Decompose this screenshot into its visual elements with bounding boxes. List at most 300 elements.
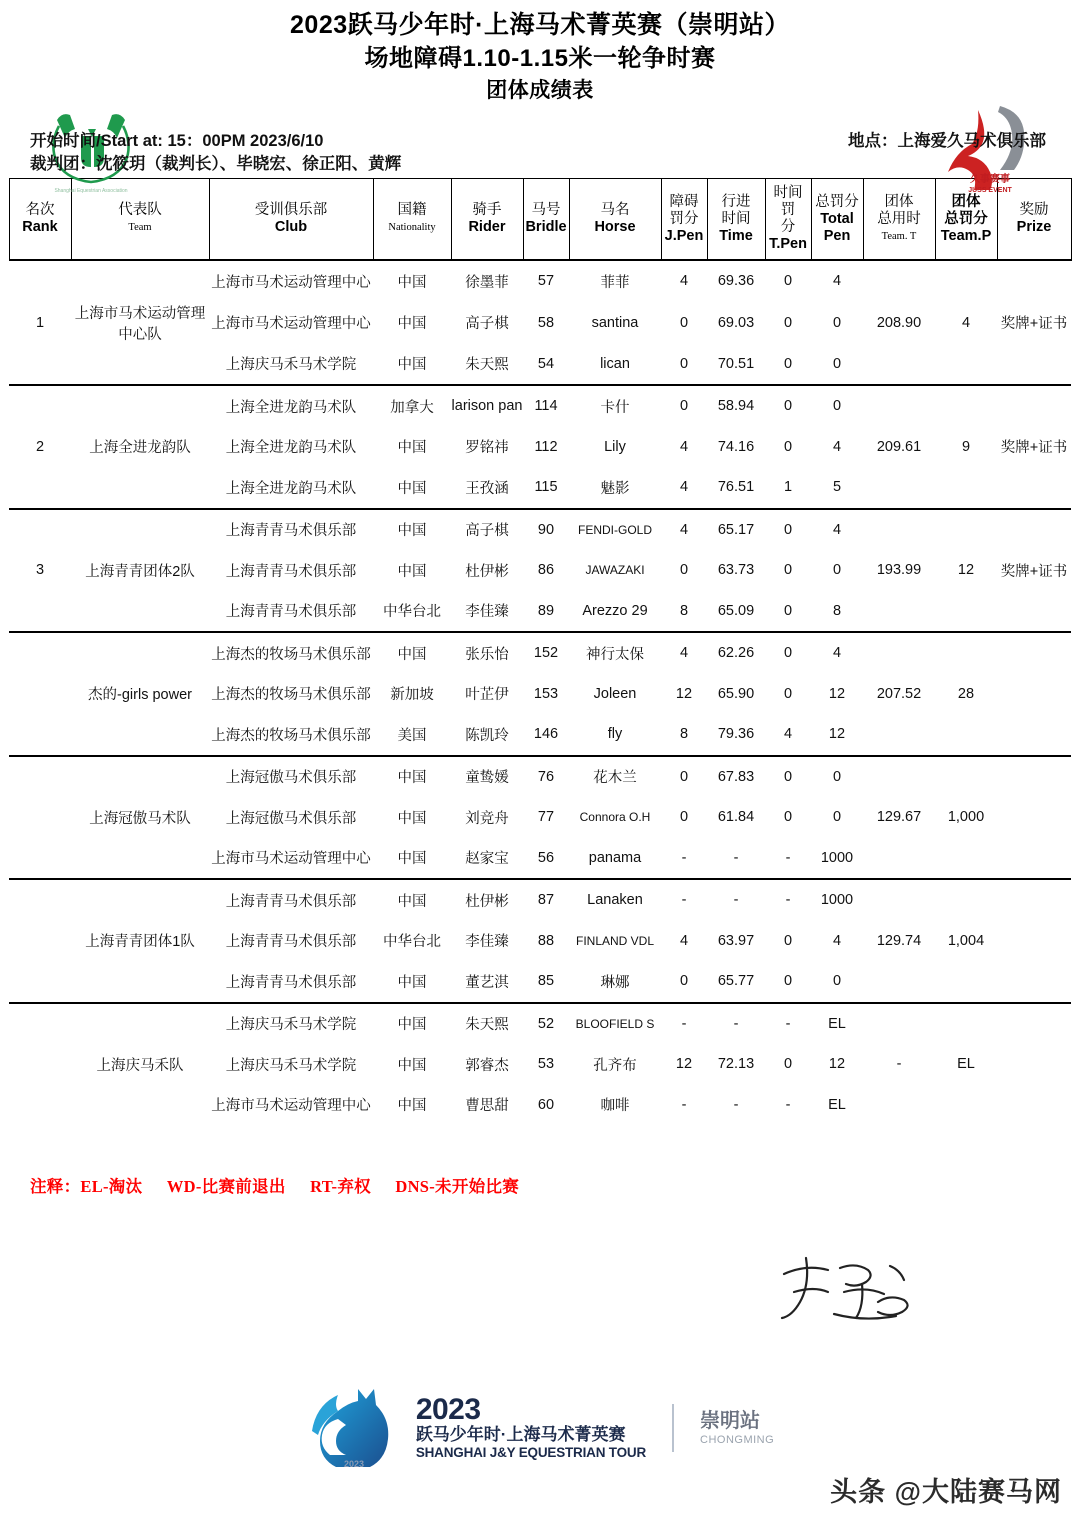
cell-prize — [997, 344, 1071, 386]
cell-rider: 童鸷媛 — [451, 756, 523, 798]
cell-rider: 李佳臻 — [465, 604, 509, 621]
cell-rider: 曹思甜 — [465, 1098, 509, 1115]
cell-time-penalty: 0 — [765, 632, 811, 674]
event-logo-text — [416, 1395, 646, 1461]
cell-bridle: 152 — [523, 632, 569, 674]
cell-team — [71, 467, 209, 509]
cell-nationality: 加拿大 — [373, 385, 451, 427]
cell-total-penalty: 1000 — [811, 879, 863, 921]
cell-rider: 董艺淇 — [465, 974, 509, 991]
column-header-cn: 障碍 罚分 — [669, 193, 699, 227]
cell-team — [71, 344, 209, 386]
table-row — [9, 674, 1071, 715]
cell-team-penalty: 1,000 — [947, 809, 985, 826]
column-header-bridle — [523, 179, 569, 261]
cell-nationality: 中国 — [373, 509, 451, 551]
cell-club: 上海全进龙韵马术队 — [209, 385, 373, 427]
column-header-en: Club — [274, 219, 308, 235]
cell-total-penalty: 4 — [832, 932, 842, 949]
page-subtitle-2: 团体成绩表 — [486, 79, 594, 102]
cell-rider: 张乐怡 — [451, 632, 523, 674]
cell-jump-penalty: 0 — [679, 809, 689, 826]
cell-jump-penalty: - — [661, 1003, 707, 1045]
cell-time-penalty: 0 — [783, 355, 793, 372]
team-group — [9, 509, 1071, 633]
cell-time: 61.84 — [717, 809, 755, 826]
cell-nationality: 中国 — [397, 316, 427, 332]
cell-club: 上海青青马术俱乐部 — [209, 879, 373, 921]
column-header-en: Time — [719, 227, 753, 244]
table-row — [9, 1085, 1071, 1126]
cell-horse: FINLAND VDL — [575, 933, 655, 948]
cell-jump-penalty: 12 — [675, 1056, 693, 1073]
cell-time-penalty: 0 — [783, 932, 793, 949]
cell-horse: Lily — [604, 438, 626, 455]
table-row — [9, 550, 1071, 591]
cell-time: 69.03 — [717, 314, 755, 331]
event-name-en: SHANGHAI J&Y EQUESTRIAN TOUR — [415, 1445, 646, 1460]
cell-jump-penalty: 8 — [679, 602, 689, 619]
cell-team: 上海全进龙韵队 — [89, 440, 191, 457]
table-header — [9, 179, 1071, 261]
cell-rider: 杜伊彬 — [465, 563, 509, 580]
cell-time: - — [733, 1096, 739, 1113]
cell-jump-penalty: 0 — [661, 756, 707, 798]
cell-rank — [9, 591, 71, 633]
cell-club: 上海庆马禾马术学院 — [225, 1057, 357, 1074]
column-header-cn: 马名 — [600, 202, 630, 218]
cell-bridle: 112 — [534, 438, 558, 455]
cell-club: 上海青青马术俱乐部 — [225, 563, 357, 580]
cell-team-time — [863, 467, 935, 509]
column-header-cn: 代表队 — [118, 202, 162, 218]
column-header-club — [209, 179, 373, 261]
cell-nationality: 中国 — [397, 1057, 427, 1074]
cell-nationality: 中国 — [397, 1098, 427, 1115]
column-header-team-t — [863, 179, 935, 261]
column-header-cn: 奖励 — [1019, 202, 1049, 218]
cell-team — [71, 385, 209, 427]
cell-club: 上海青青马术俱乐部 — [209, 509, 373, 551]
cell-prize — [997, 921, 1071, 962]
column-header-en: Team — [128, 222, 152, 233]
cell-team-time — [863, 385, 935, 427]
cell-club: 上海冠傲马术俱乐部 — [209, 756, 373, 798]
cell-rank — [9, 838, 71, 880]
column-header-en: Nationality — [388, 222, 436, 233]
cell-rank — [9, 1003, 71, 1045]
cell-rider: 叶芷伊 — [465, 687, 509, 704]
cell-club: 上海市马术运动管理中心 — [211, 851, 371, 868]
table-row — [9, 302, 1071, 344]
cell-rider: 王孜涵 — [465, 480, 509, 497]
cell-bridle: 88 — [537, 932, 555, 949]
cell-horse: Arezzo 29 — [582, 602, 648, 619]
cell-prize — [997, 467, 1071, 509]
table-row — [9, 344, 1071, 386]
cell-team-penalty: 28 — [957, 685, 975, 702]
column-header-cn: 行进 时间 — [721, 193, 751, 227]
table-bottom-rule — [9, 1125, 1071, 1166]
cell-team-penalty: 9 — [961, 438, 971, 455]
column-header-cn: 时间罚 分 — [773, 185, 803, 235]
note-rt: RT-弃权 — [310, 1176, 371, 1196]
cell-rank — [9, 385, 71, 427]
cell-horse: santina — [591, 314, 639, 331]
column-header-cn: 总罚分 — [815, 193, 859, 210]
cell-time-penalty: - — [765, 1003, 811, 1045]
cell-team-time — [863, 260, 935, 302]
watermark: 头条 @大陆赛马网 — [830, 1477, 1062, 1507]
cell-team: 上海青青团体2队 — [85, 563, 195, 580]
cell-horse: BLOOFIELD S — [569, 1003, 661, 1045]
cell-total-penalty: 0 — [832, 562, 842, 579]
cell-team-penalty — [935, 1003, 997, 1045]
cell-rider: 郭睿杰 — [465, 1057, 509, 1074]
cell-bridle: 153 — [533, 685, 559, 702]
team-group — [9, 1003, 1071, 1126]
table-row — [9, 427, 1071, 468]
cell-rank — [9, 1085, 71, 1126]
cell-prize — [997, 260, 1071, 302]
cell-prize — [997, 385, 1071, 427]
cell-total-penalty: 0 — [832, 314, 842, 331]
cell-team-penalty — [935, 756, 997, 798]
page-title: 2023跃马少年时·上海马术菁英赛（崇明站） — [290, 11, 790, 39]
cell-jump-penalty: 4 — [661, 509, 707, 551]
cell-team — [71, 879, 209, 921]
event-name-cn: 跃马少年时·上海马术菁英赛 — [415, 1425, 626, 1444]
cell-team-time — [863, 591, 935, 633]
cell-jump-penalty: - — [681, 849, 687, 866]
cell-horse: Joleen — [593, 685, 637, 702]
cell-team-penalty — [935, 260, 997, 302]
cell-club: 上海杰的牧场马术俱乐部 — [209, 632, 373, 674]
cell-time: 65.09 — [717, 602, 755, 619]
cell-rider: 赵家宝 — [465, 851, 509, 868]
cell-time-penalty: 0 — [783, 562, 793, 579]
location: 地点：上海爱久马术俱乐部 — [848, 132, 1046, 150]
cell-time-penalty: 0 — [783, 314, 793, 331]
cell-jump-penalty: 4 — [679, 479, 689, 496]
cell-total-penalty: EL — [811, 1003, 863, 1045]
cell-prize: 奖牌+证书 — [1000, 316, 1068, 332]
cell-rank — [9, 714, 71, 756]
cell-team-time: 129.67 — [876, 809, 922, 826]
cell-time-penalty: 0 — [765, 756, 811, 798]
cell-jump-penalty: 0 — [679, 314, 689, 331]
cell-rider: 高子棋 — [451, 509, 523, 551]
column-header-rider — [451, 179, 523, 261]
table-row — [9, 509, 1071, 551]
cell-bridle: 60 — [537, 1096, 555, 1113]
cell-jump-penalty: 12 — [675, 685, 693, 702]
cell-club: 上海全进龙韵马术队 — [225, 480, 357, 497]
cell-total-penalty: 0 — [832, 355, 842, 372]
cell-bridle: 76 — [523, 756, 569, 798]
signature-mark — [770, 1248, 930, 1338]
horse-head-icon — [306, 1385, 402, 1471]
table-row — [9, 797, 1071, 838]
cell-rank — [9, 467, 71, 509]
cell-time: - — [707, 1003, 765, 1045]
svg-text:Shanghai Equestrian Associatio: Shanghai Equestrian Association — [54, 188, 128, 194]
table-row — [9, 714, 1071, 756]
results-table — [9, 178, 1072, 1166]
column-header-en: Team. T — [881, 230, 917, 242]
cell-bridle: 86 — [537, 562, 555, 579]
cell-nationality: 中国 — [397, 357, 427, 374]
cell-total-penalty: 4 — [832, 438, 842, 455]
table-row — [9, 385, 1071, 427]
cell-team: 上海青青团体1队 — [85, 934, 195, 951]
note-dns: DNS-未开始比赛 — [395, 1176, 520, 1196]
cell-team-penalty — [935, 591, 997, 633]
cell-team — [71, 260, 209, 302]
cell-bridle: 90 — [523, 509, 569, 551]
cell-horse: 孔齐布 — [593, 1057, 637, 1074]
cell-time-penalty: 0 — [765, 509, 811, 551]
cell-jump-penalty: 0 — [679, 562, 689, 579]
cell-club: 上海庆马禾马术学院 — [209, 1003, 373, 1045]
cell-rank: 2 — [35, 438, 45, 455]
table-row — [9, 467, 1071, 509]
event-logo — [0, 1385, 1080, 1471]
header-row — [9, 179, 1071, 261]
column-header-en: Bridle — [525, 219, 567, 235]
column-header-j-pen — [661, 179, 707, 261]
column-header-horse — [569, 179, 661, 261]
table-row — [9, 591, 1071, 633]
cell-club: 上海杰的牧场马术俱乐部 — [211, 727, 371, 744]
cell-time: 67.83 — [707, 756, 765, 798]
cell-nationality: 中国 — [397, 480, 427, 497]
cell-total-penalty: 5 — [832, 479, 842, 496]
cell-bridle: 146 — [533, 726, 559, 743]
cell-time: 65.90 — [717, 685, 755, 702]
cell-club: 上海市马术运动管理中心 — [209, 260, 373, 302]
column-header-t-pen — [765, 179, 811, 261]
cell-rider: 罗铭祎 — [465, 440, 509, 457]
cell-time-penalty: 0 — [783, 973, 793, 990]
column-header-en: Team.P — [940, 227, 992, 244]
judges-panel: 裁判团：沈筱玥（裁判长）、毕晓宏、徐正阳、黄辉 — [30, 155, 402, 173]
cell-prize — [997, 509, 1071, 551]
cell-team-penalty — [935, 838, 997, 880]
cell-rank — [9, 879, 71, 921]
cell-nationality: 中国 — [397, 974, 427, 991]
cell-team-time — [863, 1003, 935, 1045]
table-row — [9, 1044, 1071, 1085]
cell-time-penalty: 0 — [783, 809, 793, 826]
column-header-cn: 骑手 — [472, 202, 502, 218]
cell-rider: 李佳臻 — [465, 934, 509, 951]
station-name-cn: 崇明站 — [700, 1409, 760, 1432]
cell-total-penalty: 4 — [811, 632, 863, 674]
cell-total-penalty: 1000 — [820, 849, 854, 866]
cell-rank — [9, 921, 71, 962]
cell-rank — [9, 344, 71, 386]
cell-rider: 杜伊彬 — [451, 879, 523, 921]
cell-rank — [9, 674, 71, 715]
team-group — [9, 385, 1071, 509]
cell-time: 74.16 — [717, 438, 755, 455]
cell-jump-penalty: 4 — [661, 260, 707, 302]
meta-block — [0, 130, 1080, 176]
cell-rank — [9, 632, 71, 674]
cell-time-penalty: 0 — [783, 602, 793, 619]
cell-rank — [9, 961, 71, 1003]
cell-team: 上海冠傲马术队 — [89, 810, 191, 827]
cell-nationality: 中国 — [397, 851, 427, 868]
cell-bridle: 77 — [537, 809, 555, 826]
cell-nationality: 中国 — [373, 879, 451, 921]
cell-team-time — [863, 1085, 935, 1126]
cell-jump-penalty: - — [661, 879, 707, 921]
page-subtitle: 场地障碍1.10-1.15米一轮争时赛 — [364, 45, 716, 72]
cell-time: 69.36 — [707, 260, 765, 302]
cell-club: 上海冠傲马术俱乐部 — [225, 810, 357, 827]
cell-prize — [997, 632, 1071, 674]
cell-team-penalty — [935, 632, 997, 674]
cell-bridle: 115 — [534, 479, 558, 496]
cell-time-penalty: - — [785, 1096, 791, 1113]
cell-team-penalty — [935, 344, 997, 386]
cell-horse: FENDI-GOLD — [569, 509, 661, 551]
cell-team-penalty — [935, 509, 997, 551]
cell-rider: larison pan — [451, 385, 523, 427]
table-bottom-rule-cell — [9, 1125, 1071, 1166]
cell-rider: 刘竞舟 — [465, 810, 509, 827]
cell-horse: 卡什 — [569, 385, 661, 427]
cell-nationality: 中国 — [397, 440, 427, 457]
cell-horse: 神行太保 — [569, 632, 661, 674]
cell-team-time — [863, 714, 935, 756]
column-header-total-pen — [811, 179, 863, 261]
cell-time: 76.51 — [717, 479, 755, 496]
cell-horse: JAWAZAKI — [585, 563, 645, 578]
cell-rank — [9, 756, 71, 798]
cell-bridle: 89 — [537, 602, 555, 619]
cell-team-penalty — [935, 961, 997, 1003]
cell-team — [71, 838, 209, 880]
cell-bridle: 52 — [523, 1003, 569, 1045]
cell-rider: 高子棋 — [465, 316, 509, 332]
cell-total-penalty: 4 — [811, 260, 863, 302]
cell-horse: fly — [607, 726, 623, 743]
cell-bridle: 58 — [537, 314, 555, 331]
cell-total-penalty: 0 — [811, 756, 863, 798]
cell-time-penalty: 4 — [783, 726, 793, 743]
cell-time: 65.77 — [717, 973, 755, 990]
cell-team-time: 193.99 — [876, 562, 922, 579]
cell-time-penalty: 0 — [783, 438, 793, 455]
cell-team-time: 207.52 — [876, 685, 922, 702]
cell-total-penalty: 8 — [832, 602, 842, 619]
cell-rank — [9, 797, 71, 838]
cell-prize: 奖牌+证书 — [1000, 563, 1068, 580]
cell-club: 上海市马术运动管理中心 — [211, 316, 371, 332]
cell-bridle: 114 — [523, 385, 569, 427]
cell-prize — [997, 714, 1071, 756]
cell-horse: panama — [588, 849, 642, 866]
cell-total-penalty: 0 — [832, 809, 842, 826]
cell-prize — [997, 674, 1071, 715]
cell-nationality: 中国 — [397, 563, 427, 580]
cell-team-penalty: EL — [957, 1056, 975, 1073]
cell-jump-penalty: - — [681, 1096, 687, 1113]
cell-rank: 3 — [35, 562, 45, 579]
cell-time: - — [707, 879, 765, 921]
column-header-cn: 团体 总用时 — [877, 193, 921, 227]
table-row — [9, 632, 1071, 674]
cell-time-penalty: 0 — [783, 1056, 793, 1073]
cell-jump-penalty: 0 — [679, 355, 689, 372]
start-time: 开始时间/Start at: 15：00PM 2023/6/10 — [30, 132, 324, 150]
cell-prize: 奖牌+证书 — [1000, 440, 1068, 457]
cell-team-time — [863, 632, 935, 674]
cell-nationality: 中国 — [373, 1003, 451, 1045]
cell-horse: 菲菲 — [569, 260, 661, 302]
cell-prize — [997, 1003, 1071, 1045]
cell-bridle: 53 — [537, 1056, 555, 1073]
table-row — [9, 260, 1071, 302]
team-group — [9, 879, 1071, 1003]
cell-time-penalty: - — [765, 879, 811, 921]
cell-team-time — [863, 838, 935, 880]
cell-rider: 朱天熙 — [451, 1003, 523, 1045]
column-header-cn: 马号 — [531, 202, 561, 218]
cell-team-time — [863, 756, 935, 798]
cell-rider: 徐墨菲 — [451, 260, 523, 302]
cell-time: 58.94 — [707, 385, 765, 427]
cell-rider: 朱天熙 — [465, 357, 509, 374]
cell-time: 63.97 — [717, 932, 755, 949]
cell-total-penalty: 4 — [811, 509, 863, 551]
cell-rank — [9, 509, 71, 551]
table-row — [9, 961, 1071, 1003]
meta-left — [30, 130, 401, 176]
cell-team — [71, 756, 209, 798]
cell-prize — [997, 1085, 1071, 1126]
cell-team-time — [863, 961, 935, 1003]
column-header-en: Prize — [1016, 219, 1052, 235]
cell-prize — [997, 591, 1071, 633]
cell-team: 上海市马术运动管理中心队 — [74, 305, 206, 343]
team-group — [9, 756, 1071, 880]
cell-nationality: 新加坡 — [390, 687, 434, 704]
cell-team: 杰的-girls power — [88, 687, 192, 704]
cell-club: 上海庆马禾马术学院 — [225, 357, 357, 374]
cell-time: 62.26 — [707, 632, 765, 674]
svg-text:久事赛事: 久事赛事 — [970, 174, 1010, 185]
legend-notes — [30, 1173, 1080, 1197]
cell-team — [71, 1085, 209, 1126]
cell-team — [71, 961, 209, 1003]
cell-horse: 咖啡 — [600, 1098, 630, 1115]
cell-team — [71, 714, 209, 756]
cell-team: 上海庆马禾队 — [96, 1057, 184, 1074]
column-header-en: Total Pen — [820, 210, 854, 244]
column-header-en: T.Pen — [769, 236, 807, 252]
cell-nationality: 中华台北 — [383, 934, 441, 951]
svg-text:2023: 2023 — [343, 1459, 364, 1469]
cell-team-penalty: 4 — [961, 314, 971, 331]
cell-total-penalty: EL — [828, 1096, 846, 1113]
cell-bridle: 54 — [537, 355, 555, 372]
cell-team-penalty: 12 — [957, 562, 975, 579]
cell-team — [71, 591, 209, 633]
